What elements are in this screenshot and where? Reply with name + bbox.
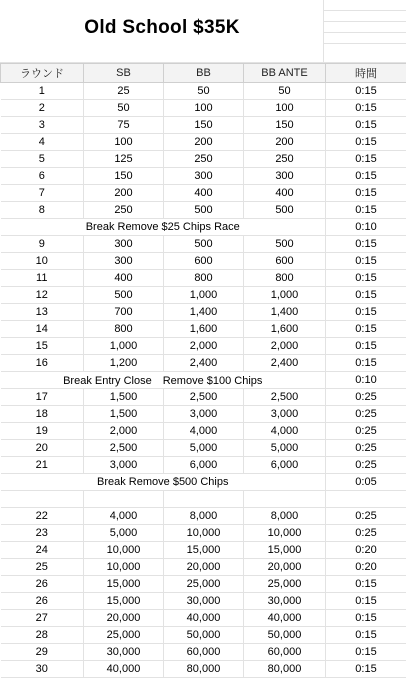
table-body: [1, 83, 406, 678]
bb-cell[interactable]: 25,000: [164, 576, 244, 593]
bb-cell[interactable]: 80,000: [164, 661, 244, 678]
round-cell[interactable]: 11: [1, 270, 84, 287]
break-row: [1, 219, 406, 236]
sb-cell[interactable]: 250: [84, 202, 164, 219]
level-row: [1, 576, 406, 593]
bb-ante-cell[interactable]: 20,000: [244, 559, 326, 576]
bb-ante-cell[interactable]: 500: [244, 236, 326, 253]
round-cell[interactable]: 28: [1, 627, 84, 644]
time-cell[interactable]: 0:15: [326, 168, 406, 185]
bb-cell[interactable]: 400: [164, 185, 244, 202]
round-cell[interactable]: 19: [1, 423, 84, 440]
bb-ante-cell[interactable]: 50,000: [244, 627, 326, 644]
time-cell[interactable]: 0:20: [326, 542, 406, 559]
sb-cell[interactable]: 40,000: [84, 661, 164, 678]
round-cell[interactable]: 4: [1, 134, 84, 151]
round-cell[interactable]: 6: [1, 168, 84, 185]
break-label-cell[interactable]: Break Entry Close Remove $100 Chips: [1, 372, 326, 389]
bb-cell[interactable]: 500: [164, 236, 244, 253]
bb-cell[interactable]: 5,000: [164, 440, 244, 457]
empty-cell[interactable]: [1, 491, 84, 508]
title-cell[interactable]: [0, 0, 324, 63]
bb-cell[interactable]: 8,000: [164, 508, 244, 525]
round-cell[interactable]: 8: [1, 202, 84, 219]
empty-cells: [324, 0, 406, 63]
level-row: [1, 559, 406, 576]
sb-cell[interactable]: 800: [84, 321, 164, 338]
bb-cell[interactable]: 500: [164, 202, 244, 219]
break-row: [1, 372, 406, 389]
header-row: [1, 64, 406, 83]
round-cell[interactable]: 15: [1, 338, 84, 355]
level-row: [1, 253, 406, 270]
level-row: [1, 134, 406, 151]
bb-cell[interactable]: 20,000: [164, 559, 244, 576]
bb-cell[interactable]: 15,000: [164, 542, 244, 559]
sb-cell[interactable]: 3,000: [84, 457, 164, 474]
round-cell[interactable]: 12: [1, 287, 84, 304]
time-cell[interactable]: 0:15: [326, 202, 406, 219]
sb-cell[interactable]: 200: [84, 185, 164, 202]
bb-cell[interactable]: 3,000: [164, 406, 244, 423]
round-cell[interactable]: 17: [1, 389, 84, 406]
bb-ante-cell[interactable]: 1,400: [244, 304, 326, 321]
round-cell[interactable]: 21: [1, 457, 84, 474]
round-cell[interactable]: 16: [1, 355, 84, 372]
level-row: [1, 661, 406, 678]
bb-cell[interactable]: 1,400: [164, 304, 244, 321]
bb-ante-cell[interactable]: 15,000: [244, 542, 326, 559]
time-cell[interactable]: 0:25: [326, 457, 406, 474]
time-cell[interactable]: 0:15: [326, 287, 406, 304]
bb-ante-cell[interactable]: 50: [244, 83, 326, 100]
level-row: [1, 525, 406, 542]
bb-ante-cell[interactable]: 200: [244, 134, 326, 151]
sb-cell[interactable]: 300: [84, 236, 164, 253]
bb-cell[interactable]: 2,000: [164, 338, 244, 355]
time-cell[interactable]: 0:15: [326, 661, 406, 678]
empty-cell[interactable]: [324, 33, 406, 44]
time-cell[interactable]: 0:25: [326, 440, 406, 457]
time-cell[interactable]: 0:15: [326, 253, 406, 270]
bb-cell[interactable]: 800: [164, 270, 244, 287]
bb-ante-cell[interactable]: 80,000: [244, 661, 326, 678]
round-cell[interactable]: 29: [1, 644, 84, 661]
break-label-cell[interactable]: Break Remove $500 Chips: [1, 474, 326, 491]
bb-ante-cell[interactable]: 4,000: [244, 423, 326, 440]
time-cell[interactable]: 0:15: [326, 134, 406, 151]
bb-ante-cell[interactable]: 2,400: [244, 355, 326, 372]
sb-cell[interactable]: 150: [84, 168, 164, 185]
sb-cell[interactable]: 25,000: [84, 627, 164, 644]
bb-cell[interactable]: 250: [164, 151, 244, 168]
bb-ante-cell[interactable]: 60,000: [244, 644, 326, 661]
round-cell[interactable]: 25: [1, 559, 84, 576]
bb-cell[interactable]: 150: [164, 117, 244, 134]
sb-cell[interactable]: 10,000: [84, 559, 164, 576]
time-cell[interactable]: 0:15: [326, 236, 406, 253]
time-cell[interactable]: 0:25: [326, 406, 406, 423]
round-cell[interactable]: 10: [1, 253, 84, 270]
level-row: [1, 610, 406, 627]
bb-ante-cell[interactable]: 1,600: [244, 321, 326, 338]
time-cell[interactable]: 0:15: [326, 644, 406, 661]
round-cell[interactable]: 26: [1, 576, 84, 593]
empty-cell[interactable]: [164, 491, 244, 508]
time-cell[interactable]: 0:15: [326, 576, 406, 593]
time-cell[interactable]: 0:15: [326, 185, 406, 202]
sb-cell[interactable]: 700: [84, 304, 164, 321]
bb-ante-cell[interactable]: 5,000: [244, 440, 326, 457]
time-cell[interactable]: 0:15: [326, 304, 406, 321]
bb-ante-cell[interactable]: 300: [244, 168, 326, 185]
bb-cell[interactable]: 2,400: [164, 355, 244, 372]
round-cell[interactable]: 20: [1, 440, 84, 457]
header-bb-ante[interactable]: BB ANTE: [244, 64, 326, 83]
bb-ante-cell[interactable]: 100: [244, 100, 326, 117]
time-cell[interactable]: 0:15: [326, 627, 406, 644]
bb-ante-cell[interactable]: 6,000: [244, 457, 326, 474]
round-cell[interactable]: 22: [1, 508, 84, 525]
bb-cell[interactable]: 60,000: [164, 644, 244, 661]
header-sb[interactable]: SB: [84, 64, 164, 83]
break-row: [1, 474, 406, 491]
sb-cell[interactable]: 1,500: [84, 406, 164, 423]
level-row: [1, 168, 406, 185]
round-cell[interactable]: 14: [1, 321, 84, 338]
time-cell[interactable]: 0:25: [326, 423, 406, 440]
time-cell[interactable]: 0:25: [326, 389, 406, 406]
round-cell[interactable]: 2: [1, 100, 84, 117]
header-bb[interactable]: BB: [164, 64, 244, 83]
level-row: [1, 338, 406, 355]
level-row: [1, 117, 406, 134]
time-cell[interactable]: 0:25: [326, 525, 406, 542]
level-row: [1, 457, 406, 474]
bb-cell[interactable]: 6,000: [164, 457, 244, 474]
empty-cell[interactable]: [324, 22, 406, 33]
empty-cell[interactable]: [326, 491, 406, 508]
sb-cell[interactable]: 1,000: [84, 338, 164, 355]
time-cell[interactable]: 0:15: [326, 151, 406, 168]
header-time[interactable]: 時間: [326, 64, 406, 83]
level-row: [1, 185, 406, 202]
bb-ante-cell[interactable]: 800: [244, 270, 326, 287]
time-cell[interactable]: 0:15: [326, 338, 406, 355]
bb-cell[interactable]: 50: [164, 83, 244, 100]
level-row: [1, 627, 406, 644]
bb-cell[interactable]: 50,000: [164, 627, 244, 644]
sb-cell[interactable]: 500: [84, 287, 164, 304]
bb-cell[interactable]: 4,000: [164, 423, 244, 440]
bb-ante-cell[interactable]: 2,500: [244, 389, 326, 406]
level-row: [1, 644, 406, 661]
time-cell[interactable]: 0:20: [326, 559, 406, 576]
bb-ante-cell[interactable]: 500: [244, 202, 326, 219]
bb-cell[interactable]: 600: [164, 253, 244, 270]
level-row: [1, 287, 406, 304]
empty-cell[interactable]: [324, 0, 406, 11]
level-row: [1, 542, 406, 559]
sb-cell[interactable]: 15,000: [84, 576, 164, 593]
round-cell[interactable]: 30: [1, 661, 84, 678]
level-row: [1, 508, 406, 525]
round-cell[interactable]: 18: [1, 406, 84, 423]
time-cell[interactable]: 0:05: [326, 474, 406, 491]
level-row: [1, 321, 406, 338]
sb-cell[interactable]: 1,200: [84, 355, 164, 372]
time-cell[interactable]: 0:15: [326, 83, 406, 100]
blank-row: [1, 491, 406, 508]
bb-cell[interactable]: 1,600: [164, 321, 244, 338]
bb-ante-cell[interactable]: 25,000: [244, 576, 326, 593]
level-row: [1, 100, 406, 117]
bb-ante-cell[interactable]: 2,000: [244, 338, 326, 355]
round-cell[interactable]: 1: [1, 83, 84, 100]
level-row: [1, 423, 406, 440]
round-cell[interactable]: 13: [1, 304, 84, 321]
sb-cell[interactable]: 300: [84, 253, 164, 270]
bb-ante-cell[interactable]: 30,000: [244, 593, 326, 610]
bb-ante-cell[interactable]: 40,000: [244, 610, 326, 627]
sb-cell[interactable]: 5,000: [84, 525, 164, 542]
round-cell[interactable]: 27: [1, 610, 84, 627]
sb-cell[interactable]: 15,000: [84, 593, 164, 610]
bb-ante-cell[interactable]: 250: [244, 151, 326, 168]
time-cell[interactable]: 0:25: [326, 508, 406, 525]
time-cell[interactable]: 0:15: [326, 321, 406, 338]
bb-cell[interactable]: 1,000: [164, 287, 244, 304]
sb-cell[interactable]: 30,000: [84, 644, 164, 661]
bb-ante-cell[interactable]: 3,000: [244, 406, 326, 423]
empty-cell[interactable]: [324, 44, 406, 63]
sb-cell[interactable]: 50: [84, 100, 164, 117]
level-row: [1, 389, 406, 406]
bb-ante-cell[interactable]: 600: [244, 253, 326, 270]
bb-ante-cell[interactable]: 10,000: [244, 525, 326, 542]
time-cell[interactable]: 0:15: [326, 355, 406, 372]
bb-cell[interactable]: 30,000: [164, 593, 244, 610]
time-cell[interactable]: 0:10: [326, 372, 406, 389]
empty-cell[interactable]: [244, 491, 326, 508]
time-cell[interactable]: 0:15: [326, 270, 406, 287]
round-cell[interactable]: 3: [1, 117, 84, 134]
bb-cell[interactable]: 2,500: [164, 389, 244, 406]
break-label-cell[interactable]: Break Remove $25 Chips Race: [1, 219, 326, 236]
sb-cell[interactable]: 20,000: [84, 610, 164, 627]
sb-cell[interactable]: 1,500: [84, 389, 164, 406]
level-row: [1, 202, 406, 219]
time-cell[interactable]: 0:15: [326, 117, 406, 134]
level-row: [1, 406, 406, 423]
level-row: [1, 270, 406, 287]
bb-ante-cell[interactable]: 150: [244, 117, 326, 134]
time-cell[interactable]: 0:15: [326, 100, 406, 117]
round-cell[interactable]: 7: [1, 185, 84, 202]
bb-cell[interactable]: 200: [164, 134, 244, 151]
level-row: [1, 151, 406, 168]
sb-cell[interactable]: 125: [84, 151, 164, 168]
level-row: [1, 355, 406, 372]
bb-ante-cell[interactable]: 400: [244, 185, 326, 202]
bb-cell[interactable]: 10,000: [164, 525, 244, 542]
sb-cell[interactable]: 400: [84, 270, 164, 287]
bb-ante-cell[interactable]: 1,000: [244, 287, 326, 304]
level-row: [1, 593, 406, 610]
time-cell[interactable]: 0:10: [326, 219, 406, 236]
level-row: [1, 304, 406, 321]
bb-cell[interactable]: 40,000: [164, 610, 244, 627]
sb-cell[interactable]: 2,000: [84, 423, 164, 440]
round-cell[interactable]: 9: [1, 236, 84, 253]
bb-cell[interactable]: 300: [164, 168, 244, 185]
empty-cell[interactable]: [84, 491, 164, 508]
bb-cell[interactable]: 100: [164, 100, 244, 117]
sheet-title: Old School $35K: [0, 17, 324, 39]
time-cell[interactable]: 0:15: [326, 610, 406, 627]
empty-cell[interactable]: [324, 11, 406, 22]
time-cell[interactable]: 0:15: [326, 593, 406, 610]
round-cell[interactable]: 24: [1, 542, 84, 559]
sb-cell[interactable]: 100: [84, 134, 164, 151]
sb-cell[interactable]: 10,000: [84, 542, 164, 559]
round-cell[interactable]: 23: [1, 525, 84, 542]
level-row: [1, 440, 406, 457]
round-cell[interactable]: 5: [1, 151, 84, 168]
sb-cell[interactable]: 2,500: [84, 440, 164, 457]
sb-cell[interactable]: 25: [84, 83, 164, 100]
round-cell[interactable]: 26: [1, 593, 84, 610]
level-row: [1, 83, 406, 100]
sb-cell[interactable]: 4,000: [84, 508, 164, 525]
level-row: [1, 236, 406, 253]
bb-ante-cell[interactable]: 8,000: [244, 508, 326, 525]
blind-structure-table: [0, 63, 406, 678]
header-round[interactable]: ラウンド: [1, 64, 84, 83]
sb-cell[interactable]: 75: [84, 117, 164, 134]
